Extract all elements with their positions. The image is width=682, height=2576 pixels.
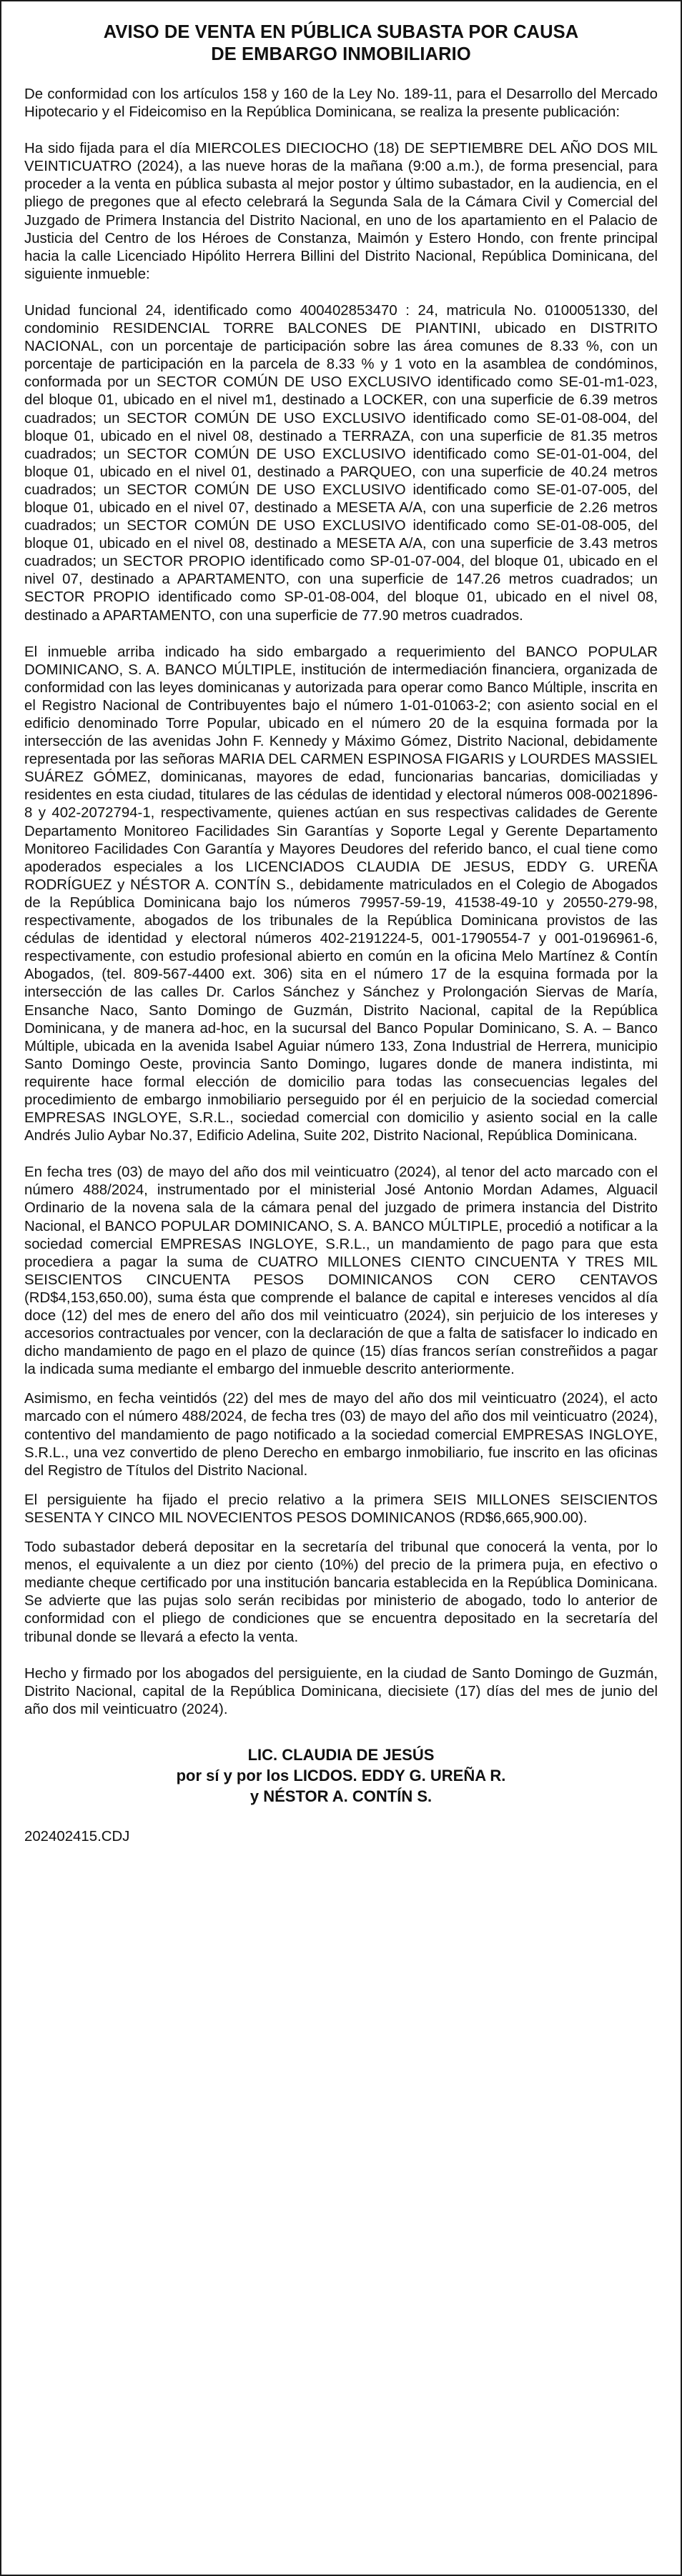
signature-line-3: y NÉSTOR A. CONTÍN S. (249, 1787, 433, 1805)
paragraph-payment-order: En fecha tres (03) de mayo del año dos mil veinticuatro (2024), al tenor del acto marcado con el número 488/2024, instrumentado por el ministerial José Antonio Mordan Adames, Alguacil Ordinario de la novena sala de la cámara penal del juzgado de primera instancia del Distrito Nacional, el BANCO POPULAR DOMINICANO, S. A. BANCO MÚLTIPLE, procedió a notificar a la sociedad comercial EMPRESAS INGLOYE, S.R.L., un mandamiento de pago para que esta procediera a pagar la suma de CUATRO MILLONES CIENTO CINCUENTA Y TRES MIL SEISCIENTOS CINCUENTA PESOS DOMINICANOS CON CERO CENTAVOS (RD$4,153,650.00), suma ésta que comprende el balance de capital e intereses vencidos al día doce (12) del mes de enero del año dos mil veinticuatro (2024), sin perjuicio de los intereses y accesorios contractuales por vencer, con la declaración de que a falta de satisfacer lo indicado en dicho mandamiento de pago en el plazo de quince (15) días francos serían constreñidos a pagar la indicada suma mediante el embargo del inmueble descrito anteriormente. (24, 1164, 658, 1378)
paragraph-property-description: Unidad funcional 24, identificado como 400402853470 : 24, matricula No. 0100051330, del condominio RESIDENCIAL TORRE BALCONES DE PIANTINI, ubicado en DISTRITO NACIONAL, con un porcentaje de participación sobre las área comunes de 8.33 %, con un porcentaje de participación en la parcela de 8.33 % y 1 voto en la asamblea de condóminos, conformada por un SECTOR COMÚN DE USO EXCLUSIVO identificado como SE-01-m1-023, del bloque 01, ubicado en el nivel m1, destinado a LOCKER, con una superficie de 6.39 metros cuadrados; un SECTOR COMÚN DE USO EXCLUSIVO identificado como SE-01-08-004, del bloque 01, ubicado en el nivel 08, destinado a TERRAZA, con una superficie de 81.35 metros cuadrados; un SECTOR COMÚN DE USO EXCLUSIVO identificado como SE-01-01-004, del bloque 01, ubicado en el nivel 01, destinado a PARQUEO, con una superficie de 40.24 metros cuadrados; un SECTOR COMÚN DE USO EXCLUSIVO identificado como SE-01-07-005, del bloque 01, ubicado en el nivel 07, destinado a MESETA A/A, con una superficie de 2.26 metros cuadrados; un SECTOR COMÚN DE USO EXCLUSIVO identificado como SE-01-08-005, del bloque 01, ubicado en el nivel 08, destinado a MESETA A/A, con una superficie de 3.43 metros cuadrados; un SECTOR PROPIO identificado como SP-01-07-004, del bloque 01, ubicado en el nivel 07, destinado a APARTAMENTO, con una superficie de 147.26 metros cuadrados; un SECTOR PROPIO identificado como SP-01-08-004, del bloque 01, ubicado en el nivel 08, destinado a APARTAMENTO, con una superficie de 77.90 metros cuadrados. (24, 302, 658, 624)
notice-title (24, 21, 658, 66)
reference-code: 202402415.CDJ (24, 1828, 130, 1844)
paragraph-seizing-party: El inmueble arriba indicado ha sido embargado a requerimiento del BANCO POPULAR DOMINICANO, S. A. BANCO MÚLTIPLE, institución de intermediación financiera, organizada de conformidad con las leyes dominicanas y autorizada para operar como Banco Múltiple, inscrita en el Registro Nacional de Contribuyentes bajo el número 1-01-01063-2; con asiento social en el edificio denominado Torre Popular, ubicado en el número 20 de la esquina formada por la intersección de las avenidas John F. Kennedy y Máximo Gómez, Distrito Nacional, debidamente representada por las señoras MARIA DEL CARMEN ESPINOSA FIGARIS y LOURDES MASSIEL SUÁREZ GÓMEZ, dominicanas, mayores de edad, funcionarias bancarias, domiciliadas y residentes en esta ciudad, titulares de las cédulas de identidad y electoral números 008-0021896-8 y 402-2072794-1, respectivamente, quienes actúan en sus respectivas calidades de Gerente Departamento Monitoreo Facilidades Sin Garantías y Soporte Legal y Gerente Departamento Monitoreo Facilidades Con Garantía y Mayores Deudores del referido banco, el cual tiene como apoderados especiales a los LICENCIADOS CLAUDIA DE JESUS, EDDY G. UREÑA RODRÍGUEZ y NÉSTOR A. CONTÍN S., debidamente matriculados en el Colegio de Abogados de la República Dominicana bajo los números 79957-59-19, 41538-49-10 y 20550-279-98, respectivamente, abogados de los tribunales de la República Dominicana provistos de las cédulas de identidad y electoral números 402-2191224-5, 001-1790554-7 y 001-0196961-6, respectivamente, con estudio profesional abierto en común en la oficina Melo Martínez & Contín Abogados, (tel. 809-567-4400 ext. 306) sita en el número 17 de la esquina formada por la intersección de las calles Dr. Carlos Sánchez y Sánchez y Prolongación Siervas de María, Ensanche Naco, Santo Domingo de Guzmán, Distrito Nacional, capital de la República Dominicana, y de manera ad-hoc, en la sucursal del Banco Popular Dominicano, S. A. – Banco Múltiple, ubicada en la avenida Isabel Aguiar número 133, Zona Industrial de Herrera, municipio Santo Domingo Oeste, provincia Santo Domingo, lugares donde de manera indistinta, mi requirente hace formal elección de domicilio para todas las consecuencias legales del procedimiento de embargo inmobiliario perseguido por él en perjuicio de la sociedad comercial EMPRESAS INGLOYE, S.R.L., sociedad comercial con domicilio y asiento social en la calle Andrés Julio Aybar No.37, Edificio Adelina, Suite 202, Distrito Nacional, República Dominicana. (24, 644, 658, 1144)
signature-line-2: por sí y por los LICDOS. EDDY G. UREÑA R. (176, 1766, 506, 1784)
paragraph-auction-date: Ha sido fijada para el día MIERCOLES DIECIOCHO (18) DE SEPTIEMBRE DEL AÑO DOS MIL VEINTICUATRO (2024), a las nueve horas de la mañana (9:00 a.m.), de forma presencial, para proceder a la venta en pública subasta al mejor postor y último subastador, en la audiencia, en el pliego de pregones que al efecto celebrará la Segunda Sala de la Cámara Civil y Comercial del Juzgado de Primera Instancia del Distrito Nacional, en uno de los apartamiento en el Palacio de Justicia del Centro de los Héroes de Constanza, Maimón y Estero Hondo, con frente principal hacia la calle Licenciado Hipólito Herrera Billini del Distrito Nacional, República Dominicana, del siguiente inmueble: (24, 141, 658, 282)
notice-title-line-2: DE EMBARGO INMOBILIARIO (211, 44, 471, 64)
signature-line-1: LIC. CLAUDIA DE JESÚS (247, 1745, 435, 1764)
paragraph-price: El persiguiente ha fijado el precio relativo a la primera SEIS MILLONES SEISCIENTOS SESENTA Y CINCO MIL NOVECIENTOS PESOS DOMINICANOS (RD$6,665,900.00). (24, 1492, 658, 1526)
paragraph-registration: Asimismo, en fecha veintidós (22) del mes de mayo del año dos mil veinticuatro (2024), el acto marcado con el número 488/2024, de fecha tres (03) de mayo del año dos mil veinticuatro (2024), contentivo del mandamiento de pago notificado a la sociedad comercial EMPRESAS INGLOYE, S.R.L., una vez convertido de pleno Derecho en embargo inmobiliario, fue inscrito en las oficinas del Registro de Títulos del Distrito Nacional. (24, 1391, 658, 1479)
paragraph-deposit-terms: Todo subastador deberá depositar en la secretaría del tribunal que conocerá la venta, por lo menos, el equivalente a un diez por ciento (10%) del precio de la primera puja, en efectivo o mediante cheque certificado por una institución bancaria establecida en la República Dominicana. Se advierte que las pujas solo serán recibidas por ministerio de abogado, todo lo anterior de conformidad con el pliego de condiciones que se encuentra depositado en la secretaría del tribunal donde se llevará a efecto la venta. (24, 1539, 658, 1645)
signature-block (24, 1744, 658, 1807)
paragraph-signed: Hecho y firmado por los abogados del persiguiente, en la ciudad de Santo Domingo de Guzmán, Distrito Nacional, capital de la República Dominicana, diecisiete (17) días del mes de junio del año dos mil veinticuatro (2024). (24, 1665, 658, 1717)
notice-title-line-1: AVISO DE VENTA EN PÚBLICA SUBASTA POR CAUSA (103, 22, 579, 42)
paragraph-intro: De conformidad con los artículos 158 y 160 de la Ley No. 189-11, para el Desarrollo del Mercado Hipotecario y el Fideicomiso en la República Dominicana, se realiza la presente publicación: (24, 86, 658, 121)
